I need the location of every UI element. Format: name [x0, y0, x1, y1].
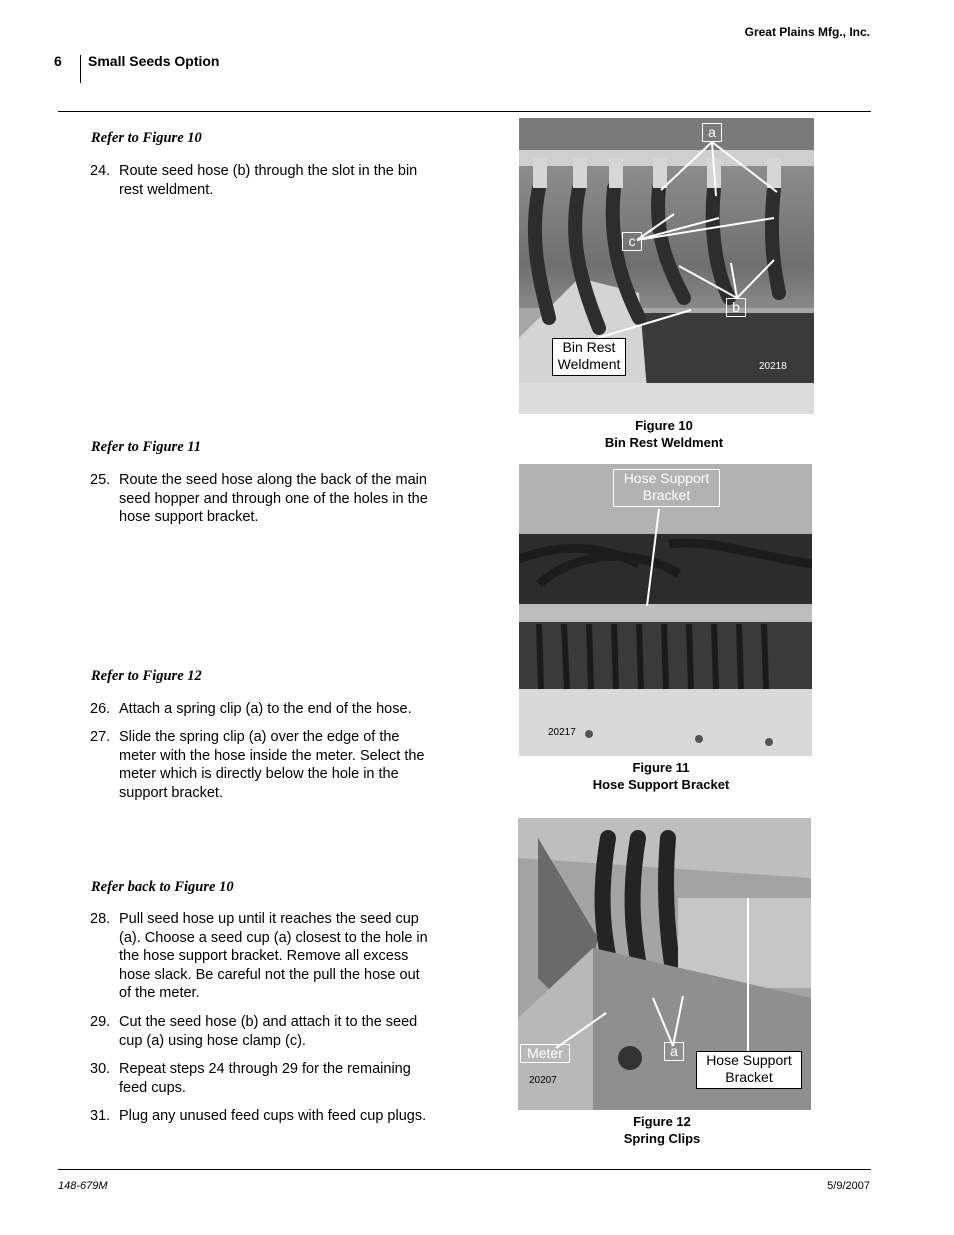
- figure-11-photo: [519, 464, 812, 756]
- step-number: 27.: [90, 729, 111, 745]
- figure-12-photo: [518, 818, 811, 1110]
- label-line-2: Weldment: [557, 356, 621, 372]
- caption-title: Spring Clips: [623, 1131, 701, 1146]
- header-divider: [80, 55, 81, 83]
- refer-figure-12: Refer to Figure 12: [91, 668, 202, 684]
- step-29: [90, 1013, 435, 1050]
- step-number: 29.: [90, 1014, 111, 1030]
- caption-number: Figure 10: [635, 418, 693, 433]
- step-number: 24.: [90, 163, 111, 179]
- label-line-1: Hose Support: [706, 1052, 792, 1068]
- figure-10-caption: [569, 417, 759, 451]
- refer-figure-11: Refer to Figure 11: [91, 439, 201, 455]
- step-24: [90, 162, 435, 199]
- document-number: 148-679M: [58, 1180, 108, 1192]
- fig11-photo-id: 20217: [548, 727, 576, 738]
- fig12-label-meter: Meter: [520, 1044, 570, 1063]
- step-30: [90, 1060, 435, 1097]
- refer-back-figure-10: Refer back to Figure 10: [91, 879, 234, 895]
- header-rule: [58, 111, 871, 112]
- label-line-2: Bracket: [642, 487, 691, 503]
- company-name: Great Plains Mfg., Inc.: [744, 25, 870, 39]
- fig12-label-a: a: [664, 1042, 684, 1061]
- step-text: Cut the seed hose (b) and attach it to the seed cup (a) using hose clamp (c).: [119, 1014, 418, 1049]
- step-number: 31.: [90, 1108, 111, 1124]
- step-25: [90, 471, 435, 527]
- caption-number: Figure 12: [633, 1114, 691, 1129]
- step-text: Attach a spring clip (a) to the end of the hose.: [119, 701, 412, 717]
- step-31: [90, 1107, 435, 1126]
- step-28: [90, 910, 435, 1003]
- caption-number: Figure 11: [632, 760, 690, 775]
- label-line-1: Bin Rest: [562, 339, 616, 355]
- page-number: 6: [54, 53, 62, 69]
- step-number: 26.: [90, 701, 111, 717]
- step-number: 25.: [90, 472, 111, 488]
- fig12-label-hose-support-bracket: [696, 1051, 802, 1089]
- figure-11-illustration: [519, 464, 812, 756]
- figure-11-caption: [566, 759, 756, 793]
- step-27: [90, 728, 435, 802]
- step-text: Repeat steps 24 through 29 for the remaining feed cups.: [119, 1061, 411, 1096]
- document-date: 5/9/2007: [827, 1180, 870, 1192]
- step-text: Route the seed hose along the back of the main seed hopper and through one of the holes in the hose support bracket.: [119, 472, 428, 525]
- caption-title: Bin Rest Weldment: [604, 435, 724, 450]
- step-text: Route seed hose (b) through the slot in the bin rest weldment.: [119, 163, 418, 198]
- fig11-label-hose-support-bracket: [613, 469, 720, 507]
- fig10-label-c: c: [622, 232, 642, 251]
- fig10-photo-id: 20218: [759, 361, 787, 372]
- figure-12-caption: [567, 1113, 757, 1147]
- section-title: Small Seeds Option: [88, 53, 220, 69]
- fig10-label-a: a: [702, 123, 722, 142]
- step-number: 28.: [90, 911, 111, 927]
- step-26: [90, 700, 435, 719]
- footer-rule: [58, 1169, 871, 1170]
- step-text: Slide the spring clip (a) over the edge of the meter with the hose inside the meter. Select the meter which is directly below the hole in the support bracket.: [119, 729, 425, 801]
- fig10-label-bin-rest-weldment: [552, 338, 626, 376]
- figure-10-photo: [519, 118, 814, 414]
- fig10-label-b: b: [726, 298, 746, 317]
- fig12-photo-id: 20207: [529, 1075, 557, 1086]
- label-line-1: Hose Support: [623, 470, 710, 486]
- label-line-2: Bracket: [725, 1069, 773, 1085]
- caption-title: Hose Support Bracket: [592, 777, 730, 792]
- step-number: 30.: [90, 1061, 111, 1077]
- step-text: Pull seed hose up until it reaches the seed cup (a). Choose a seed cup (a) closest to the hole in the hose support bracket. Remove all excess hose slack. Be careful not the pull the hose out of the meter.: [119, 911, 428, 1001]
- step-text: Plug any unused feed cups with feed cup plugs.: [119, 1108, 427, 1124]
- refer-figure-10: Refer to Figure 10: [91, 130, 202, 146]
